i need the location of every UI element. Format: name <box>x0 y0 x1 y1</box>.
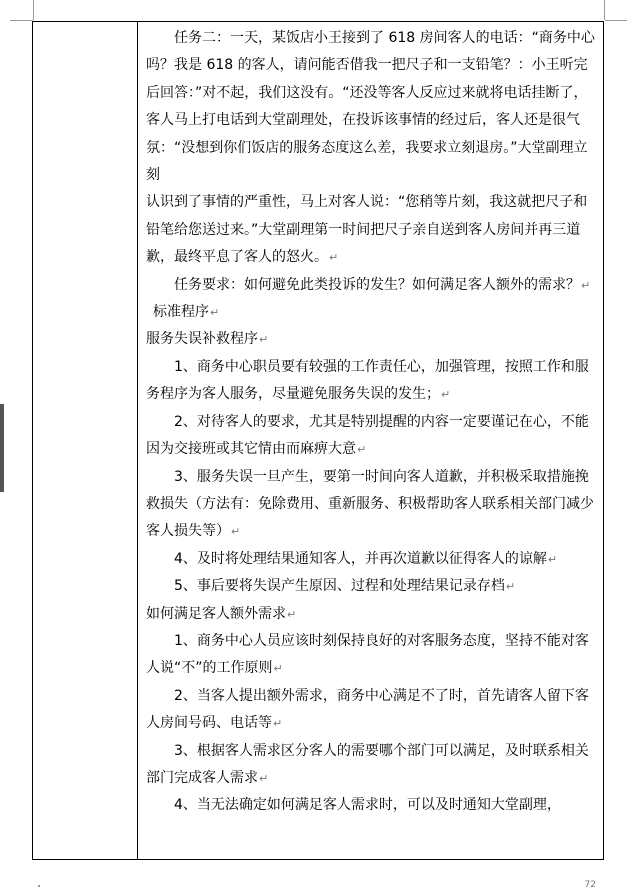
paragraph-mark-icon: ↵ <box>210 306 220 320</box>
paragraph-mark-icon: ↵ <box>231 525 241 539</box>
heading-standard-procedure: 标准程序↵ <box>153 304 220 321</box>
page-edge-marker <box>0 404 4 492</box>
list-item: 5、事后要将失误产生原因、过程和处理结果记录存档↵ <box>174 578 516 595</box>
heading-service-recovery: 服务失误补救程序↵ <box>146 331 269 348</box>
paragraph-mark-icon: ↵ <box>273 717 283 731</box>
paragraph-mark-icon: ↵ <box>581 278 591 292</box>
paragraph-mark-icon: ↵ <box>441 388 451 402</box>
paragraph-task-two: 任务二：一天，某饭店小王接到了 618 房间客人的电话：“商务中心吗？我是 618 的客人，请问能否借我一把尺子和一支铅笔？：小王听完后回答：”对不起，我们这没有。“还没等客人反应过来就将电话挂断了，客人马上打电话到大堂副理处，在投诉该事情的经过后，客人还是很气氛：“没想到你们饭店的服务态度这么差，我要求立刻退房。”大堂副理立刻 <box>146 30 595 184</box>
paragraph-mark-icon: ↵ <box>547 552 558 566</box>
paragraph-manager-response: 认识到了事情的严重性，马上对客人说：“您稍等片刻，我这就把尺子和铅笔给您送过来。”大堂副理第一时间把尺子亲自送到客人房间并再三道歉，最终平息了客人的怒火。↵ <box>146 194 588 266</box>
crop-mark-right-h <box>605 20 627 21</box>
paragraph-mark-icon: ↵ <box>287 607 297 621</box>
paragraph-mark-icon: ↵ <box>329 251 339 265</box>
page-number: 72 <box>584 880 596 890</box>
crop-mark-left-v <box>33 0 34 20</box>
page-dot <box>38 885 40 887</box>
paragraph-mark-icon: ↵ <box>273 662 283 676</box>
list-item: 4、及时将处理结果通知客人，并再次道歉以征得客人的谅解↵ <box>174 550 558 567</box>
heading-extra-needs: 如何满足客人额外需求↵ <box>146 605 297 622</box>
list-item: 2、对待客人的要求，尤其是特别提醒的内容一定要谨记在心，不能因为交接班或其它情由而麻痹大意↵ <box>146 413 589 458</box>
paragraph-mark-icon: ↵ <box>357 443 367 457</box>
paragraph-mark-icon: ↵ <box>505 580 516 594</box>
paragraph-mark-icon: ↵ <box>259 771 269 785</box>
list-item: 4、当无法确定如何满足客人需求时，可以及时通知大堂副理， <box>174 797 561 814</box>
document-table <box>32 21 604 860</box>
list-item: 1、商务中心人员应该时刻保持良好的对客服务态度，坚持不能对客人说“不”的工作原则↵ <box>146 632 589 677</box>
list-item: 3、根据客人需求区分客人的需要哪个部门可以满足，及时联系相关部门完成客人需求↵ <box>146 742 589 786</box>
list-item: 2、当客人提出额外需求，商务中心满足不了时，首先请客人留下客人房间号码、电话等↵ <box>146 687 589 732</box>
list-item: 1、商务中心职员要有较强的工作责任心，加强管理，按照工作和服务程序为客人服务，尽量避免服务失误的发生；↵ <box>146 358 589 403</box>
crop-mark-left-h <box>10 20 33 21</box>
paragraph-task-requirement: 任务要求：如何避免此类投诉的发生？如何满足客人额外的需求？↵ <box>174 276 591 293</box>
table-column-divider <box>137 22 138 859</box>
table-content-cell <box>146 25 600 820</box>
list-item: 3、服务失误一旦产生，要第一时间向客人道歉，并积极采取措施挽救损失（方法有：免除费用、重新服务、积极帮助客人联系相关部门减少客人损失等）↵ <box>146 468 594 540</box>
crop-mark-right-v <box>604 0 605 20</box>
paragraph-mark-icon: ↵ <box>259 333 269 347</box>
